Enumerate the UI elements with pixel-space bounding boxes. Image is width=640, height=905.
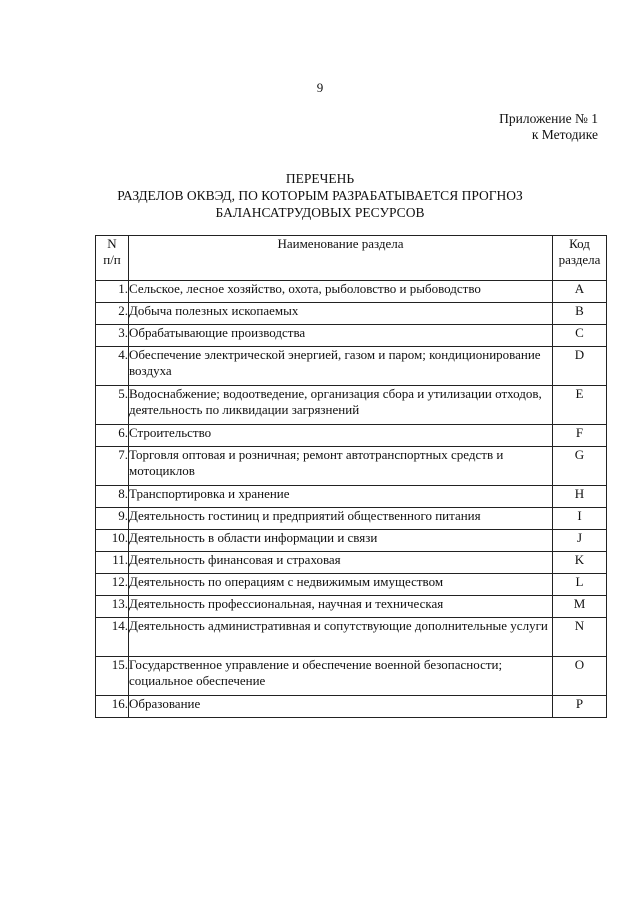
row-number: 6. bbox=[96, 425, 129, 447]
row-number: 1. bbox=[96, 281, 129, 303]
row-section-name: Деятельность финансовая и страховая bbox=[129, 552, 553, 574]
header-number-line: п/п bbox=[103, 252, 121, 267]
table-row bbox=[96, 508, 607, 530]
table-row bbox=[96, 618, 607, 657]
row-number: 7. bbox=[96, 447, 129, 486]
row-section-name: Деятельность по операциям с недвижимым имуществом bbox=[129, 574, 553, 596]
row-section-code: F bbox=[553, 425, 607, 447]
title-line: БАЛАНСАТРУДОВЫХ РЕСУРСОВ bbox=[215, 205, 425, 220]
header-code-line: раздела bbox=[558, 252, 601, 267]
appendix-line: к Методике bbox=[531, 127, 598, 142]
row-section-code: C bbox=[553, 325, 607, 347]
row-number: 13. bbox=[96, 596, 129, 618]
row-number: 16. bbox=[96, 696, 129, 718]
table-row bbox=[96, 325, 607, 347]
table-row bbox=[96, 552, 607, 574]
table-row bbox=[96, 447, 607, 486]
row-number: 3. bbox=[96, 325, 129, 347]
document-title bbox=[0, 170, 640, 221]
header-number bbox=[96, 236, 129, 281]
row-number: 10. bbox=[96, 530, 129, 552]
row-section-code: E bbox=[553, 386, 607, 425]
sections-table bbox=[95, 235, 607, 718]
appendix-line: Приложение № 1 bbox=[499, 111, 598, 126]
row-section-code: B bbox=[553, 303, 607, 325]
row-number: 4. bbox=[96, 347, 129, 386]
table-row bbox=[96, 574, 607, 596]
appendix-reference bbox=[499, 111, 598, 143]
row-section-code: H bbox=[553, 486, 607, 508]
header-section-name: Наименование раздела bbox=[129, 236, 553, 281]
row-number: 5. bbox=[96, 386, 129, 425]
row-section-name: Государственное управление и обеспечение военной безопасности; социальное обеспечение bbox=[129, 657, 553, 696]
table-row bbox=[96, 425, 607, 447]
header-section-code bbox=[553, 236, 607, 281]
row-section-code: L bbox=[553, 574, 607, 596]
row-section-code: P bbox=[553, 696, 607, 718]
row-number: 2. bbox=[96, 303, 129, 325]
row-number: 14. bbox=[96, 618, 129, 657]
row-section-code: I bbox=[553, 508, 607, 530]
row-number: 12. bbox=[96, 574, 129, 596]
row-section-code: K bbox=[553, 552, 607, 574]
row-section-code: D bbox=[553, 347, 607, 386]
table-row bbox=[96, 486, 607, 508]
table-row bbox=[96, 530, 607, 552]
table-row bbox=[96, 281, 607, 303]
table-row bbox=[96, 347, 607, 386]
row-section-name: Деятельность гостиниц и предприятий общественного питания bbox=[129, 508, 553, 530]
row-section-name: Деятельность в области информации и связи bbox=[129, 530, 553, 552]
row-section-code: O bbox=[553, 657, 607, 696]
row-section-name: Водоснабжение; водоотведение, организация сбора и утилизации отходов, деятельность по ликвидации загрязнений bbox=[129, 386, 553, 425]
row-number: 8. bbox=[96, 486, 129, 508]
header-code-line: Код bbox=[569, 236, 590, 251]
header-number-line: N bbox=[107, 236, 117, 251]
row-section-name: Строительство bbox=[129, 425, 553, 447]
row-section-name: Обеспечение электрической энергией, газом и паром; кондиционирование воздуха bbox=[129, 347, 553, 386]
row-section-name: Сельское, лесное хозяйство, охота, рыболовство и рыбоводство bbox=[129, 281, 553, 303]
row-section-code: J bbox=[553, 530, 607, 552]
title-line: РАЗДЕЛОВ ОКВЭД, ПО КОТОРЫМ РАЗРАБАТЫВАЕТСЯ ПРОГНОЗ bbox=[117, 188, 523, 203]
row-section-name: Добыча полезных ископаемых bbox=[129, 303, 553, 325]
page-number: 9 bbox=[316, 80, 324, 95]
table-row bbox=[96, 303, 607, 325]
table-row bbox=[96, 696, 607, 718]
row-section-name: Деятельность профессиональная, научная и техническая bbox=[129, 596, 553, 618]
table-row bbox=[96, 657, 607, 696]
title-line: ПЕРЕЧЕНЬ bbox=[285, 171, 355, 186]
row-section-code: M bbox=[553, 596, 607, 618]
row-section-code: G bbox=[553, 447, 607, 486]
row-section-name: Деятельность административная и сопутствующие дополнительные услуги bbox=[129, 618, 553, 657]
row-number: 11. bbox=[96, 552, 129, 574]
row-section-code: N bbox=[553, 618, 607, 657]
row-section-name: Транспортировка и хранение bbox=[129, 486, 553, 508]
row-section-name: Обрабатывающие производства bbox=[129, 325, 553, 347]
table-row bbox=[96, 386, 607, 425]
row-section-code: A bbox=[553, 281, 607, 303]
table-row bbox=[96, 596, 607, 618]
row-section-name: Образование bbox=[129, 696, 553, 718]
row-number: 9. bbox=[96, 508, 129, 530]
row-section-name: Торговля оптовая и розничная; ремонт автотранспортных средств и мотоциклов bbox=[129, 447, 553, 486]
table-header-row bbox=[96, 236, 607, 281]
row-number: 15. bbox=[96, 657, 129, 696]
